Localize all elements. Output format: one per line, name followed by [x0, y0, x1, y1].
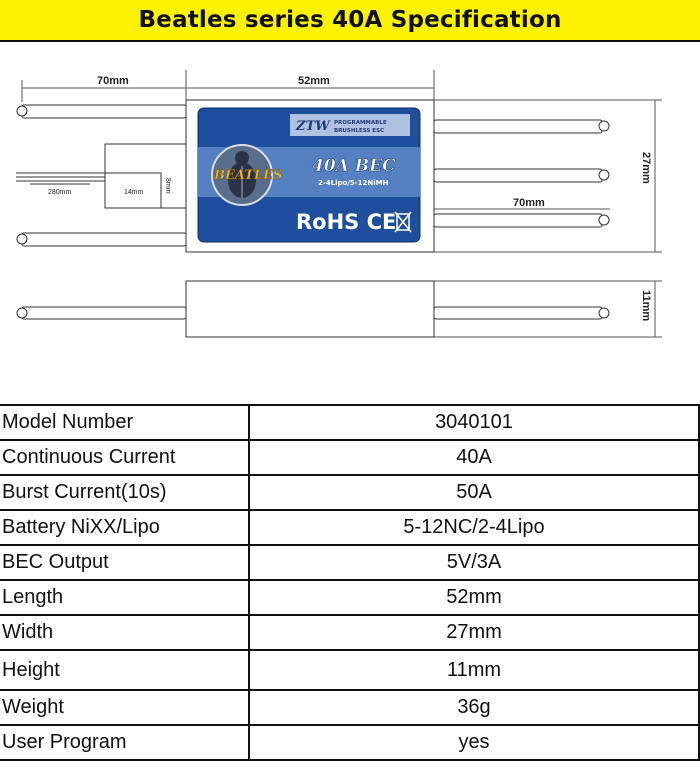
dim-body-width: 27mm [640, 152, 652, 184]
spec-value: 27mm [249, 615, 699, 650]
table-row [0, 405, 699, 440]
spec-label: Model Number [0, 405, 249, 440]
left-wire-ends [17, 106, 27, 244]
label-model: 40A BEC [312, 156, 396, 176]
spec-value: 52mm [249, 580, 699, 615]
dim-bec-lead: 280mm [48, 189, 72, 196]
table-row [0, 510, 699, 545]
spec-label: Width [0, 615, 249, 650]
spec-label: Height [0, 650, 249, 690]
spec-value: 5V/3A [249, 545, 699, 580]
page-title: Beatles series 40A Specification [138, 7, 562, 33]
label-cert: RoHS CE [296, 210, 397, 234]
label-brand: ZTW [296, 119, 330, 134]
spec-label: User Program [0, 725, 249, 760]
table-row [0, 580, 699, 615]
spec-table [0, 404, 700, 761]
right-motor-wires [434, 120, 609, 227]
dim-plug-length: 14mm [124, 189, 144, 196]
table-row [0, 725, 699, 760]
dim-wire-left: 70mm [97, 75, 129, 87]
spec-label: Burst Current(10s) [0, 475, 249, 510]
dim-body-height: 11mm [640, 290, 652, 322]
esc-body-side [186, 281, 434, 337]
dimension-drawing [0, 42, 700, 372]
dim-plug-width: 8mm [164, 178, 171, 194]
spec-label: Battery NiXX/Lipo [0, 510, 249, 545]
spec-label: Length [0, 580, 249, 615]
table-row [0, 690, 699, 725]
table-row [0, 650, 699, 690]
esc-label [198, 108, 420, 242]
table-row [0, 440, 699, 475]
table-row [0, 475, 699, 510]
spec-label: Continuous Current [0, 440, 249, 475]
dim-wire-right: 70mm [513, 197, 545, 209]
spec-value: 5-12NC/2-4Lipo [249, 510, 699, 545]
title-bar [0, 0, 700, 42]
dim-body-length: 52mm [298, 75, 330, 87]
bec-lead [16, 144, 186, 208]
table-row [0, 615, 699, 650]
label-batteries: 2-4Lipo/5-12NiMH [318, 179, 389, 187]
spec-value: 36g [249, 690, 699, 725]
spec-value: 50A [249, 475, 699, 510]
label-header-line1: PROGRAMMABLE [334, 120, 387, 126]
spec-value: 11mm [249, 650, 699, 690]
table-row [0, 545, 699, 580]
label-series: BEATLES [214, 168, 283, 183]
spec-value: yes [249, 725, 699, 760]
spec-value: 3040101 [249, 405, 699, 440]
spec-label: Weight [0, 690, 249, 725]
label-header-line2: BRUSHLESS ESC [334, 128, 385, 134]
spec-value: 40A [249, 440, 699, 475]
spec-label: BEC Output [0, 545, 249, 580]
